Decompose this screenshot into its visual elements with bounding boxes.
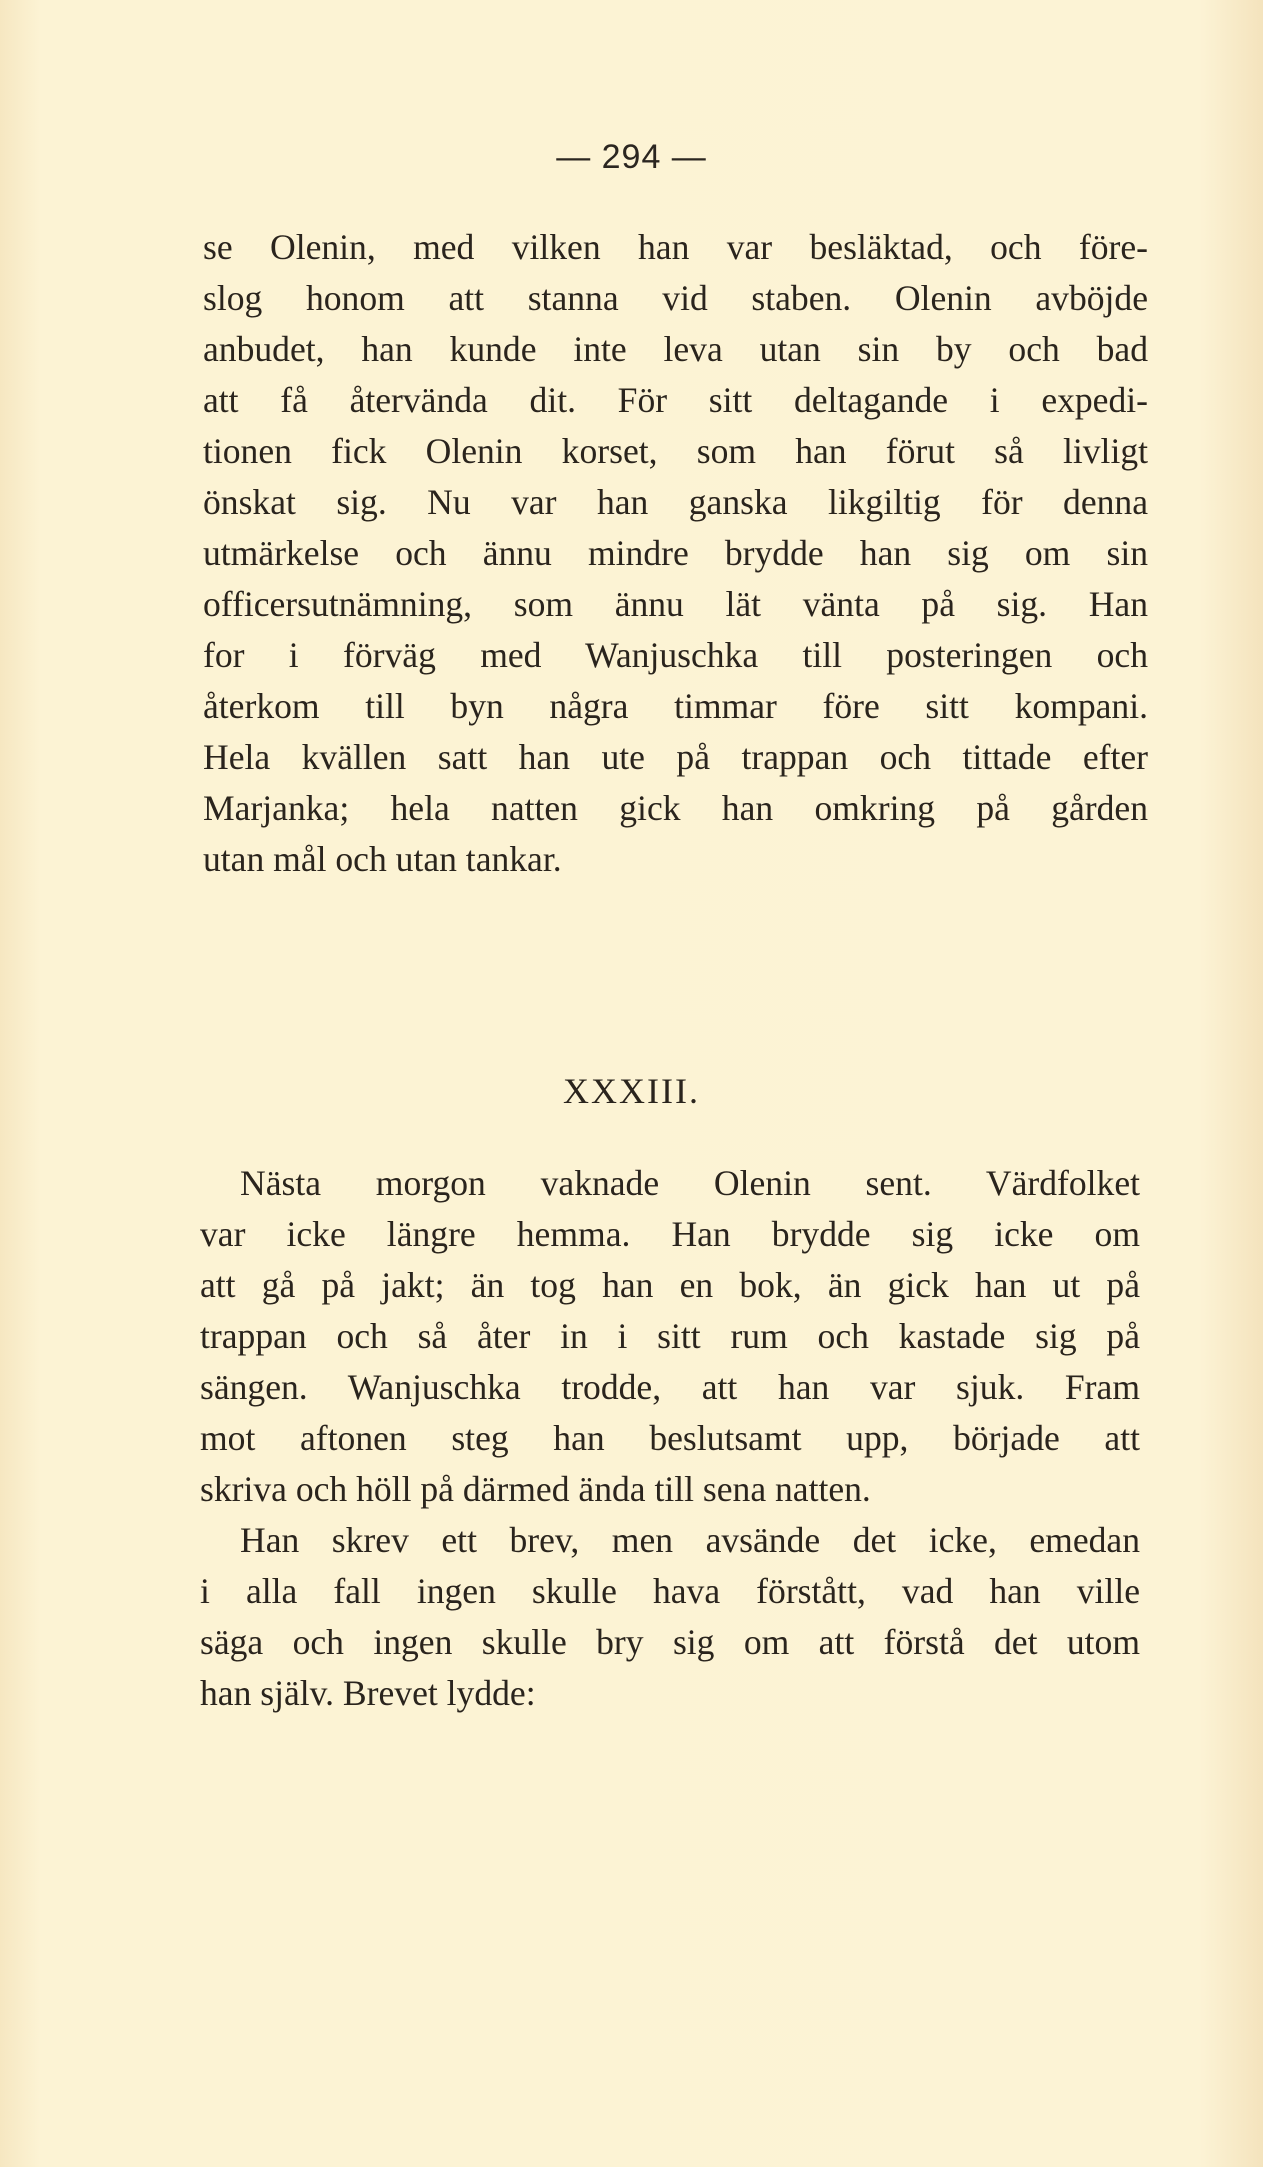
text-line: officersutnämning, som ännu lät vänta på sig. Han xyxy=(203,584,1148,624)
text-line: tionen fick Olenin korset, som han förut så livligt xyxy=(203,431,1148,471)
text-line: utmärkelse och ännu mindre brydde han sig om sin xyxy=(203,533,1148,573)
text-line: han själv. Brevet lydde: xyxy=(200,1673,536,1713)
text-line: säga och ingen skulle bry sig om att förstå det utom xyxy=(200,1622,1140,1662)
page-number: — 294 — xyxy=(556,138,707,176)
text-line: att gå på jakt; än tog han en bok, än gick han ut på xyxy=(200,1265,1140,1305)
text-line: önskat sig. Nu var han ganska likgiltig för denna xyxy=(203,482,1148,522)
text-line: i alla fall ingen skulle hava förstått, vad han ville xyxy=(200,1571,1140,1611)
text-line: slog honom att stanna vid staben. Olenin avböjde xyxy=(203,278,1148,318)
text-line: sängen. Wanjuschka trodde, att han var sjuk. Fram xyxy=(200,1367,1140,1407)
chapter-title: XXXIII. xyxy=(563,1071,700,1111)
text-line: återkom till byn några timmar före sitt kompani. xyxy=(203,686,1148,726)
text-line: Hela kvällen satt han ute på trappan och tittade efter xyxy=(203,737,1148,777)
text-line: var icke längre hemma. Han brydde sig icke om xyxy=(200,1214,1140,1254)
paragraph-1 xyxy=(203,222,1148,885)
text-line: anbudet, han kunde inte leva utan sin by och bad xyxy=(203,329,1148,369)
text-line: se Olenin, med vilken han var besläktad, och före- xyxy=(203,227,1148,267)
text-line: Han skrev ett brev, men avsände det icke, emedan xyxy=(240,1520,1140,1560)
text-line: mot aftonen steg han beslutsamt upp, började att xyxy=(200,1418,1140,1458)
text-line: for i förväg med Wanjuschka till posteringen och xyxy=(203,635,1148,675)
text-line: trappan och så åter in i sitt rum och kastade sig på xyxy=(200,1316,1140,1356)
text-line: utan mål och utan tankar. xyxy=(203,839,562,879)
paragraph-2 xyxy=(200,1158,1140,1719)
text-line: Marjanka; hela natten gick han omkring på gården xyxy=(203,788,1148,828)
text-line: skriva och höll på därmed ända till sena natten. xyxy=(200,1469,871,1509)
text-line: Nästa morgon vaknade Olenin sent. Värdfolket xyxy=(240,1163,1140,1203)
text-line: att få återvända dit. För sitt deltagande i expedi- xyxy=(203,380,1148,420)
